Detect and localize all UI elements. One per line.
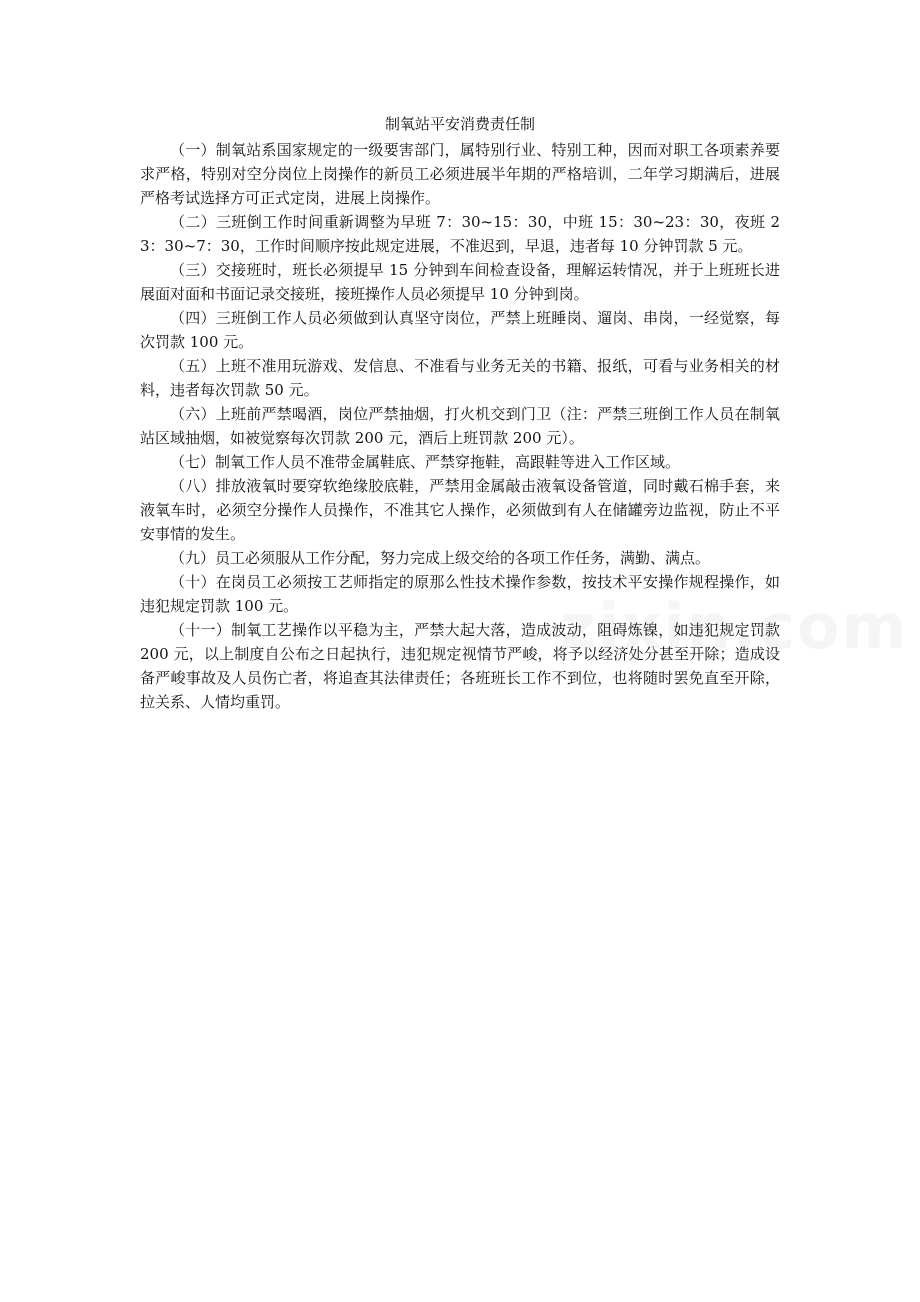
- rule-paragraph-6: （六）上班前严禁喝酒，岗位严禁抽烟，打火机交到门卫（注：严禁三班倒工作人员在制氧站区域抽烟，如被觉察每次罚款 200 元，酒后上班罚款 200 元）。: [140, 405, 780, 447]
- document-body: [140, 112, 780, 714]
- rule-paragraph-10: （十）在岗员工必须按工艺师指定的原那么性技术操作参数，按技术平安操作规程操作，如违犯规定罚款 100 元。: [140, 573, 780, 615]
- rule-paragraph-3: （三）交接班时，班长必须提早 15 分钟到车间检查设备，理解运转情况，并于上班班长进展面对面和书面记录交接班，接班操作人员必须提早 10 分钟到岗。: [140, 261, 780, 303]
- rule-paragraph-2: （二）三班倒工作时间重新调整为早班 7：30~15：30，中班 15：30~23：30，夜班 23：30~7：30，工作时间顺序按此规定进展，不准迟到，早退，违者每 10 分钟罚款 5 元。: [140, 213, 780, 255]
- document-title: 制氧站平安消费责任制: [384, 115, 535, 133]
- rule-paragraph-8: （八）排放液氧时要穿软绝缘胶底鞋，严禁用金属敲击液氧设备管道，同时戴石棉手套，来液氧车时，必须空分操作人员操作，不准其它人操作，必须做到有人在储罐旁边监视，防止不平安事情的发生。: [140, 477, 780, 543]
- rule-paragraph-1: （一）制氧站系国家规定的一级要害部门，属特别行业、特别工种，因而对职工各项素养要求严格，特别对空分岗位上岗操作的新员工必须进展半年期的严格培训，二年学习期满后，进展严格考试选择方可正式定岗，进展上岗操作。: [140, 141, 780, 207]
- rule-paragraph-4: （四）三班倒工作人员必须做到认真坚守岗位，严禁上班睡岗、遛岗、串岗，一经觉察，每次罚款 100 元。: [140, 309, 780, 351]
- rule-paragraph-7: （七）制氧工作人员不准带金属鞋底、严禁穿拖鞋，高跟鞋等进入工作区域。: [170, 453, 681, 471]
- rule-paragraph-5: （五）上班不准用玩游戏、发信息、不准看与业务无关的书籍、报纸，可看与业务相关的材料，违者每次罚款 50 元。: [140, 357, 780, 399]
- rule-paragraph-9: （九）员工必须服从工作分配，努力完成上级交给的各项工作任务，满勤、满点。: [170, 549, 711, 567]
- rule-paragraph-11: （十一）制氧工艺操作以平稳为主，严禁大起大落，造成波动，阻碍炼镍，如违犯规定罚款 200 元，以上制度自公布之日起执行，违犯规定视情节严峻，将予以经济处分甚至开除；造成设备严峻事故及人员伤亡者，将追查其法律责任；各班班长工作不到位，也将随时罢免直至开除，拉关系、人情均重罚。: [140, 621, 780, 711]
